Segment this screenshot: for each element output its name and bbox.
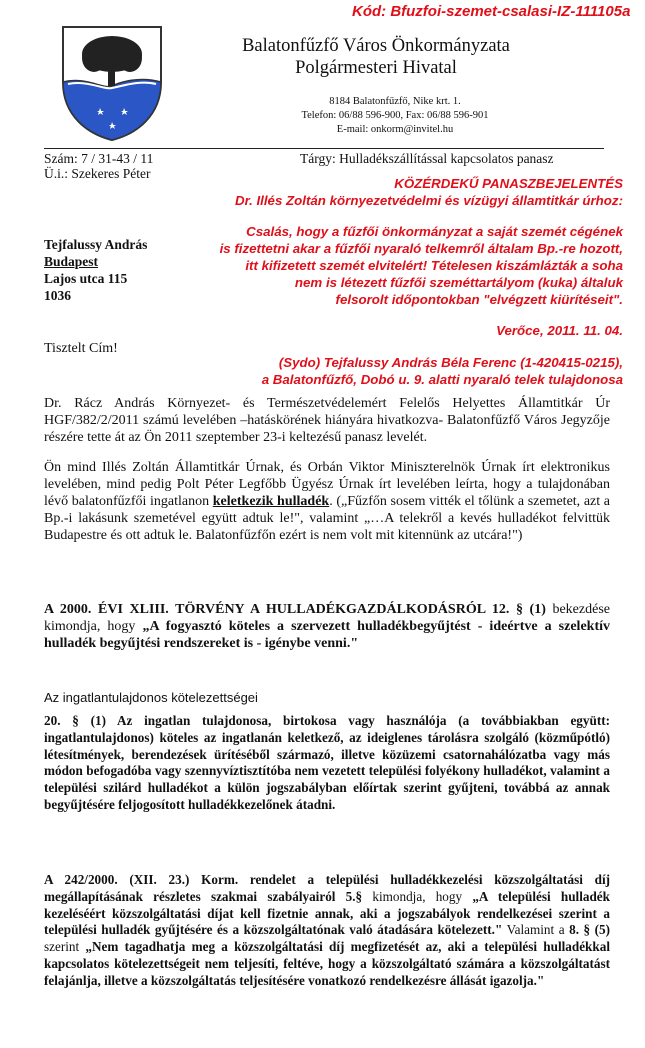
salutation: Tisztelt Cím! [44, 341, 118, 356]
emphasis-keletkezik-hulladek: keletkezik hulladék [212, 494, 330, 509]
org-name-line2: Polgármesteri Hivatal [295, 58, 457, 78]
complaint-addressee: Dr. Illés Zoltán környezetvédelmi és vízügyi államtitkár úrhoz: [235, 193, 623, 208]
paragraph-forwarding: Dr. Rácz András Környezet- és Természetvédelemért Felelős Helyettes Államtitkár Úr HGF/382/2/2011 számú levelében –hatáskörének hiányára hivatkozva- Balatonfűzfő Város Jegyzője részére tette át az Ön 2011 szeptember 23-i keltezésű panasz levelét. [44, 396, 610, 445]
complaint-title: KÖZÉRDEKŰ PANASZBEJELENTÉS [394, 176, 623, 191]
org-name-line1: Balatonfűzfő Város Önkormányzata [242, 36, 510, 56]
reference-handler: Ü.i.: Szekeres Péter [44, 166, 151, 181]
complaint-sender-line2: a Balatonfűzfő, Dobó u. 9. alatti nyaraló telek tulajdonosa [261, 372, 623, 387]
law-2000-xliii: A 2000. ÉVI XLIII. TÖRVÉNY A HULLADÉKGAZDÁLKODÁSRÓL 12. § (1) bekezdése kimondja, hogy „A fogyasztó köteles a szervezett hulladékbegyűjtést - ideértve a szelektív hulladék begyűjtési rendszereket is - igénybe venni." [44, 602, 610, 651]
org-address: 8184 Balatonfűzfő, Nike krt. 1. [329, 96, 461, 107]
recipient-name: Tejfalussy András [44, 237, 148, 252]
complaint-sender-line1: (Sydo) Tejfalussy András Béla Ferenc (1-420415-0215), [278, 355, 623, 370]
org-phone: Telefon: 06/88 596-900, Fax: 06/88 596-901 [301, 110, 489, 121]
recipient-zip: 1036 [44, 288, 71, 303]
law-govt-decree-242-2000: A 242/2000. (XII. 23.) Korm. rendelet a települési hulladékkezelési közszolgáltatási díj megállapításának részletes szakmai szabályairól 5.§ kimondja, hogy „A települési hulladék kezeléséért közszolgáltatási díjat kell fizetnie annak, aki a jogszabályok rendelkezései szerint a települési hulladék gyűjtésére és a közszolgáltatónak való átadására kötelezett." Valamint a 8. § (5) szerint „Nem tagadhatja meg a közszolgáltatási díj megfizetését az, aki a települési hulladékkal kapcsolatos kötelezettségeit nem teljesíti, feltéve, hogy a közszolgáltató számára a közszolgáltatást felajánlja, illetve a közszolgáltatás teljesítésére vonatkozó rendelkezésre állását igazolja." [44, 872, 611, 988]
subject-line: Tárgy: Hulladékszállítással kapcsolatos panasz [300, 151, 554, 166]
org-email: E-mail: onkorm@invitel.hu [336, 124, 454, 135]
reference-number: Szám: 7 / 31-43 / 11 [44, 151, 154, 166]
law-paragraph-20: 20. § (1) Az ingatlan tulajdonosa, birtokosa vagy használója (a továbbiakban együtt: ingatlantulajdonos) köteles az ingatlanán keletkező, az ideiglenes tárolásra szolgáló (közműpótló) létesítmények, berendezések ürítéséből származó, illetve közüzemi csatornahálózatba vagy más módon befogadóba vagy szennyvíztisztítóba nem vezetett települési folyékony hulladékot, valamint a települési szilárd hulladékot a külön jogszabályban előírtak szerint gyűjteni, továbbá az annak begyűjtésére feljogosított hulladékkezelőnek átadni. [44, 713, 610, 812]
complaint-date: Verőce, 2011. 11. 04. [496, 323, 623, 338]
coat-of-arms-logo [60, 24, 164, 142]
recipient-city: Budapest [44, 254, 99, 269]
recipient-address [44, 236, 147, 304]
recipient-street: Lajos utca 115 [44, 271, 128, 286]
header-divider [44, 148, 604, 149]
complaint-statement: Csalás, hogy a fűzfői önkormányzat a saját szemét cégének is fizettetni akar a fűzfői nyaraló telkemről általam Bp.-re hozott, itt kifizetett szemét elvitelért! Tételesen kiszámlázták a soha nem is létezett fűzfői szeméttartályom (kuka) általuk felsorolt időpontokban "elvégzett kiürítéseit". [219, 224, 623, 307]
document-code: Kód: Bfuzfoi-szemet-csalasi-IZ-111105a [352, 3, 631, 20]
paragraph-complaint-summary: Ön mind Illés Zoltán Államtitkár Úrnak, és Orbán Viktor Miniszterelnök Úrnak írt elektronikus levelében, mind pedig Polt Péter Legfőbb Ügyész Úrnak írt levelében leírta, hogy a tulajdonában lévő balatonfűzfői ingatlanon keletkezik hulladék. („Fűzfőn sosem vitték el tőlünk a szemetet, azt a Bp.-i lakásunk szemetével együtt adtuk le!", valamint „…A telekről a kevés hulladékot felvittük Budapestre és ott adtuk le. Balatonfűzfőn ezért is nem volt mit kitennünk az utcára!") [44, 460, 610, 543]
section-title-owner-obligations: Az ingatlantulajdonos kötelezettségei [44, 690, 258, 705]
